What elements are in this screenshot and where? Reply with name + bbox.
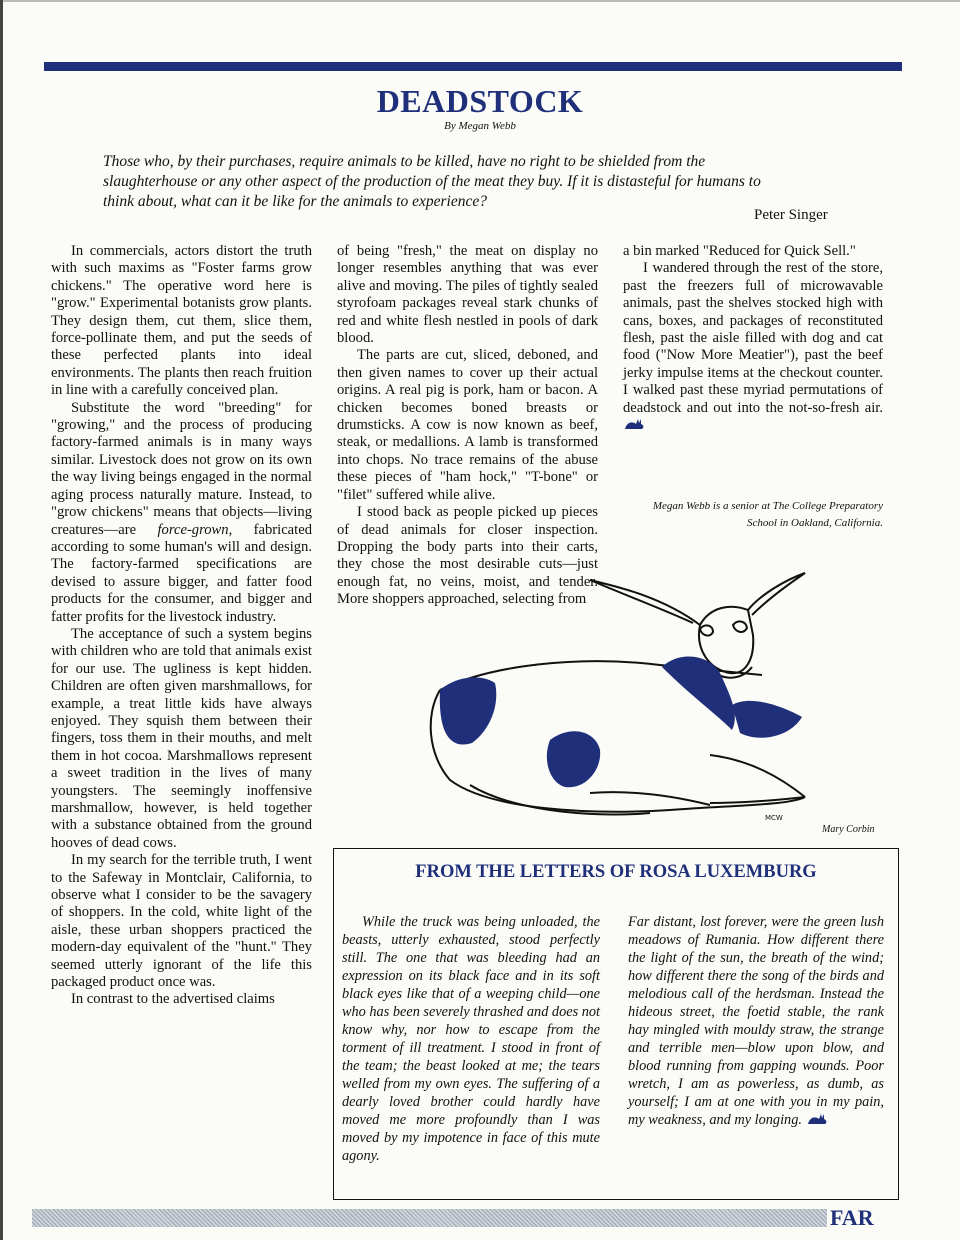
paragraph: a bin marked "Reduced for Quick Sell." bbox=[623, 243, 856, 259]
paragraph: The acceptance of such a system begins with children who are told that animals exist for our use. The ugliness is kept hidden. Children are often given marshmallows, for example, a treat little kids have always enjoyed. They squish them between their fingers, toss them in their mouths, and melt them in hot cocoa. Marshmallows represent a sweet tradition in the lives of many youngsters. The seemingly inoffensive marshmallow, however, is held together with a substance obtained from the ground hooves of dead cows. bbox=[51, 625, 312, 851]
article-title: DEADSTOCK bbox=[376, 83, 584, 119]
article-column-1 bbox=[51, 243, 312, 1009]
paragraph: of being "fresh," the meat on display no longer resembles anything that was ever alive and moving. The piles of tightly sealed styrofoam packages reveal stark chunks of red and white flesh nestled in pools of dark blood. bbox=[337, 243, 598, 347]
header-rule bbox=[44, 62, 902, 71]
paragraph: While the truck was being unloaded, the beasts, utterly exhausted, stood perfectly still. The one that was bleeding had an expression on its black face and in its soft black eyes like that of a weeping child—one who has been severely thrashed and does not know why, nor how to escape from the torment of ill treatment. I stood in front of the team; the beast looked at me; the tears welled from my own eyes. The suffering of a dearly loved brother could hardly have moved me more profoundly than I was moved by my impotence in face of this mute agony. bbox=[342, 914, 600, 1164]
page-top-edge bbox=[0, 0, 960, 2]
illustration-credit: Mary Corbin bbox=[822, 824, 875, 835]
cow-horn-left bbox=[590, 580, 700, 625]
paragraph: In contrast to the advertised claims bbox=[71, 991, 275, 1008]
sidebar-box bbox=[333, 848, 899, 1200]
paragraph: Substitute the word "breeding" for "growing," and the process of producing factory-farmed animals is in many ways similar. Livestock does not grow on its own the way living beings engaged in the normal aging process naturally mature. Instead, to "grow chickens" means that objects—living creatures—are force-grown, fabricated according to some human's will and design. The factory-farmed specifications are devised to assure bigger, and fatter food products for the consumer, and bigger and fatter profits for the livestock industry. bbox=[51, 399, 312, 625]
epigraph-attribution: Peter Singer bbox=[754, 207, 828, 223]
epigraph-quote: Those who, by their purchases, require animals to be killed, have no right to be shielded from the slaughterhouse or any other aspect of the production of the meat they buy. If it is distasteful for humans to think about, what can it be like for the animals to experience? bbox=[103, 153, 761, 210]
footer-logo: FAR bbox=[830, 1205, 874, 1230]
article-column-2 bbox=[337, 243, 598, 609]
article-column-3 bbox=[623, 243, 883, 434]
cow-body-spot-3 bbox=[732, 701, 802, 738]
cow-illustration bbox=[410, 555, 900, 835]
author-bio: Megan Webb is a senior at The College Preparatory School in Oakland, California. bbox=[652, 500, 883, 529]
cow-eye-right bbox=[733, 621, 747, 632]
paragraph: In commercials, actors distort the truth with such maxims as "Foster farms grow chickens." The operative word here is "grow." Experimental botanists grow plants. They design them, cut them, slice them, force-pollinate them, and put the seeds of these perfected plants into ideal environments. The plants then reach fruition in line with a carefully conceived plan. bbox=[51, 243, 312, 399]
paragraph: In my search for the terrible truth, I went to the Safeway in Montclair, California, to observe what I consider to be the savagery of shoppers. In the cold, white light of the aisle, these urban shoppers practiced the modern-day equivalent of the "hunt." They seemed utterly ignorant of the life this packaged product once was. bbox=[51, 852, 312, 991]
paragraph: I stood back as people picked up pieces of dead animals for closer inspection. Dropping the body parts into their carts, they chose the most desirable cuts—just enough fat, no veins, moist, and tender. More shoppers approached, selecting from bbox=[337, 504, 598, 608]
paragraph: The parts are cut, sliced, deboned, and then given names to cover up their actual origins. A real pig is pork, ham or bacon. A chicken becomes boned breasts or drumsticks. A cow is now known as beef, steak, or medallions. A lamb is transformed into chops. No trace remains of the abuse these pieces of "ham hock," "T-bone" or "filet" suffered while alive. bbox=[337, 347, 598, 503]
end-mark-rabbit-icon bbox=[806, 1112, 828, 1126]
end-mark-rabbit-icon bbox=[623, 417, 645, 431]
sidebar-column-1 bbox=[342, 913, 600, 1165]
sidebar-column-2 bbox=[628, 913, 884, 1129]
paragraph: Far distant, lost forever, were the green lush meadows of Rumania. How different there the light of the sun, the breath of the wind; how different there the song of the birds and melodious call of the herdsman. Instead the hideous street, the foetid stable, the rank hay mingled with mouldy straw, the strange and terrible men—blow upon blow, and blood running from gapping wounds. Poor wretch, I am as powerless, as dumb, as yourself; I am at one with you in my pain, my weakness, and my longing. bbox=[628, 914, 884, 1128]
cow-eye-left bbox=[700, 625, 713, 635]
illustration-signature: MCW bbox=[765, 814, 783, 822]
emphasis-text: force-grown bbox=[157, 521, 229, 538]
article-byline: By Megan Webb bbox=[444, 120, 516, 132]
cow-neck-spot bbox=[662, 657, 735, 730]
sidebar-title: FROM THE LETTERS OF ROSA LUXEMBURG bbox=[415, 862, 817, 882]
footer-band bbox=[32, 1209, 827, 1227]
cow-body-spot-2 bbox=[547, 731, 600, 787]
cow-body-spot-1 bbox=[440, 677, 497, 744]
paragraph: I wandered through the rest of the store, past the freezers full of microwavable animals, past the shelves stocked high with cans, boxes, and packages of reconstituted flesh, past the aisle filled with dog and cat food ("Now More Meatier"), past the beef jerky impulse items at the checkout counter. I walked past these myriad permutations of deadstock and out into the not-so-fresh air. bbox=[623, 260, 883, 434]
page-left-edge bbox=[0, 0, 3, 1240]
cow-horn-right bbox=[748, 573, 805, 615]
